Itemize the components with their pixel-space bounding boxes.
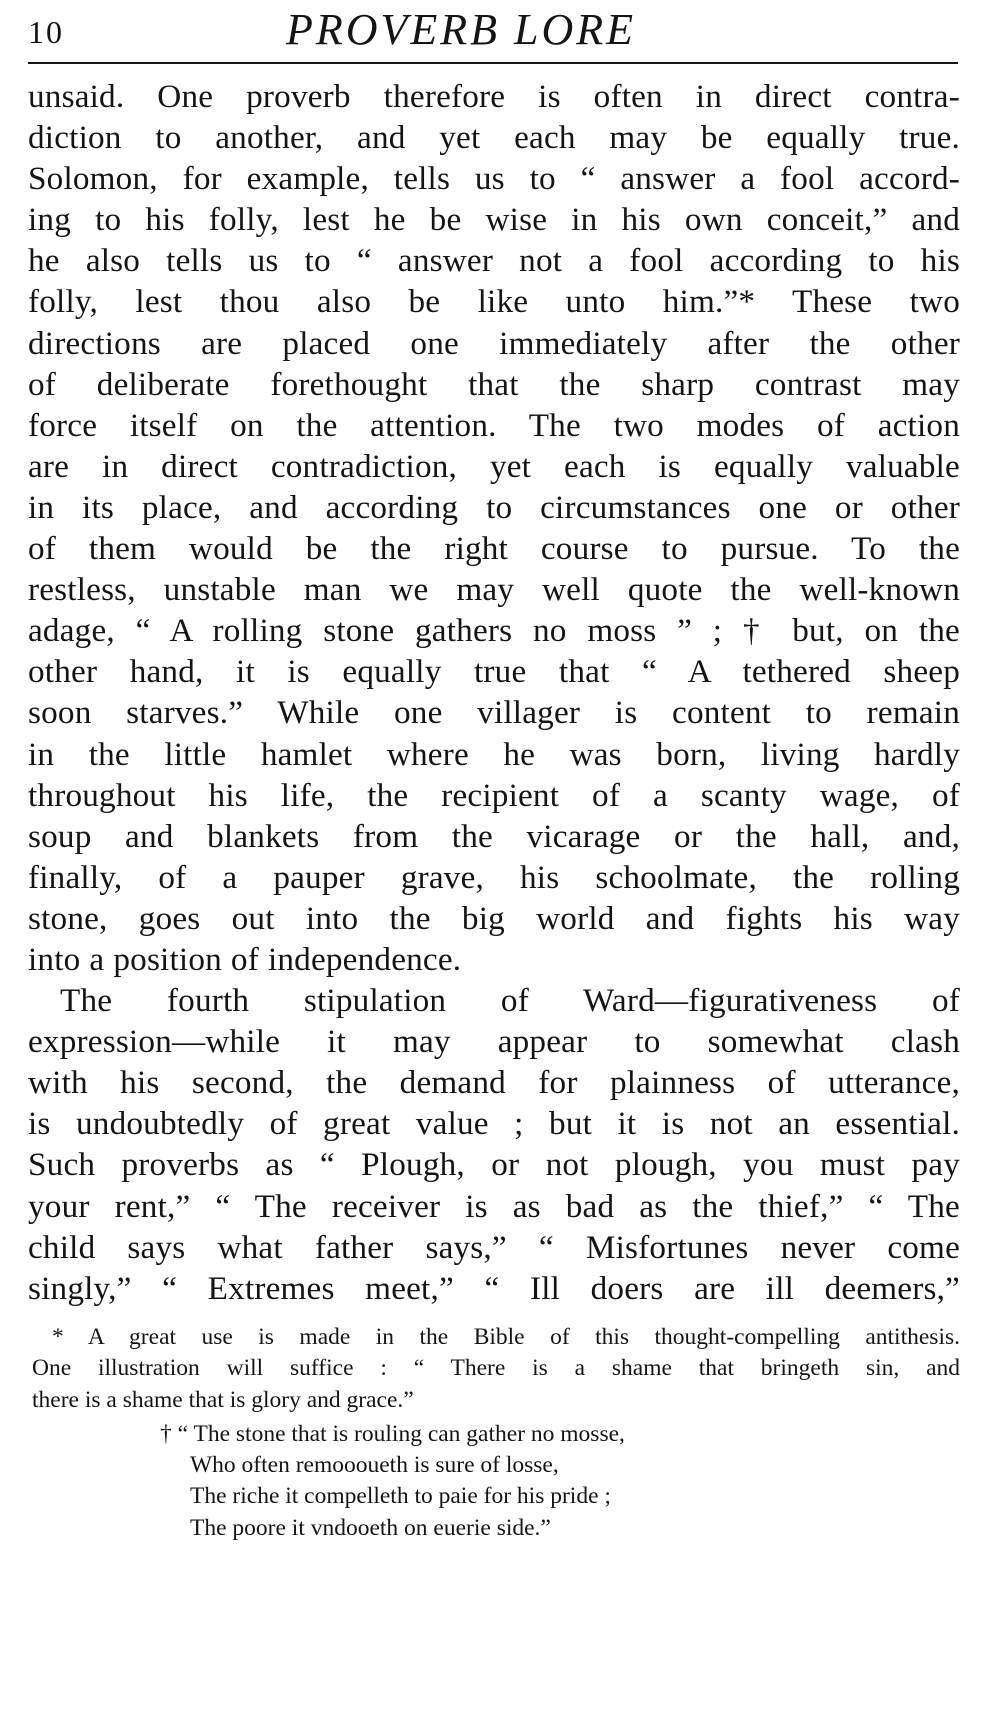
body-line: expression—while it may appear to somewhat clash [28, 1023, 960, 1061]
body-line: ing to his folly, lest he be wise in his own conceit,” and [28, 201, 960, 239]
body-line: Such proverbs as “ Plough, or not plough, you must pay [28, 1146, 960, 1184]
body-line: force itself on the attention. The two modes of action [28, 406, 960, 444]
body-line: singly,” “ Extremes meet,” “ Ill doers are ill deemers,” [28, 1269, 960, 1307]
body-line: child says what father says,” “ Misfortunes never come [28, 1228, 960, 1266]
body-line: with his second, the demand for plainness of utterance, [28, 1064, 960, 1102]
verse-line: The riche it compelleth to paie for his pride ; [190, 1483, 611, 1510]
page-number: 10 [28, 14, 64, 50]
body-line: adage, “ A rolling stone gathers no moss ” ; † but, on the [28, 612, 960, 650]
body-line: are in direct contradiction, yet each is equally valuable [28, 447, 960, 485]
body-line: your rent,” “ The receiver is as bad as the thief,” “ The [28, 1187, 960, 1225]
running-title: PROVERB LORE [286, 5, 637, 54]
body-line: diction to another, and yet each may be equally true. [28, 119, 960, 157]
footnote-star [32, 1322, 960, 1416]
body-line: directions are placed one immediately after the other [28, 324, 960, 362]
body-line: soon starves.” While one villager is content to remain [28, 694, 960, 732]
body-line: throughout his life, the recipient of a scanty wage, of [28, 776, 960, 814]
body-line: finally, of a pauper grave, his schoolmate, the rolling [28, 858, 960, 896]
body-line: restless, unstable man we may well quote the well-known [28, 571, 960, 609]
verse-line: Who often remoooueth is sure of losse, [190, 1452, 559, 1479]
footnote-dagger-verse [160, 1419, 625, 1544]
body-line: is undoubtedly of great value ; but it is not an essential. [28, 1105, 960, 1143]
body-line: folly, lest thou also be like unto him.”* These two [28, 283, 960, 321]
footnote-line: One illustration will suffice : “ There is a shame that bringeth sin, and [32, 1355, 960, 1382]
body-line: other hand, it is equally true that “ A tethered sheep [28, 653, 960, 691]
header-rule [28, 62, 958, 64]
body-line: of deliberate forethought that the sharp contrast may [28, 365, 960, 403]
body-line: into a position of independence. [28, 940, 462, 978]
running-head [28, 0, 960, 60]
body-line: Solomon, for example, tells us to “ answer a fool accord- [28, 160, 960, 198]
body-line: in its place, and according to circumstances one or other [28, 488, 960, 526]
body-line: unsaid. One proverb therefore is often in direct contra- [28, 78, 960, 115]
body-line: The fourth stipulation of Ward—figurativeness of [60, 982, 960, 1020]
footnote-line: there is a shame that is glory and grace.” [32, 1386, 414, 1413]
verse-line: The poore it vndooeth on euerie side.” [190, 1514, 551, 1541]
body-text [28, 76, 960, 1309]
body-line: in the little hamlet where he was born, living hardly [28, 735, 960, 773]
body-line: he also tells us to “ answer not a fool according to his [28, 242, 960, 280]
verse-line: † “ The stone that is rouling can gather no mosse, [160, 1421, 625, 1447]
body-line: soup and blankets from the vicarage or the hall, and, [28, 817, 960, 855]
footnote-line: * A great use is made in the Bible of this thought-compelling antithesis. [52, 1324, 960, 1350]
body-line: stone, goes out into the big world and fights his way [28, 899, 960, 937]
body-line: of them would be the right course to pursue. To the [28, 530, 960, 568]
